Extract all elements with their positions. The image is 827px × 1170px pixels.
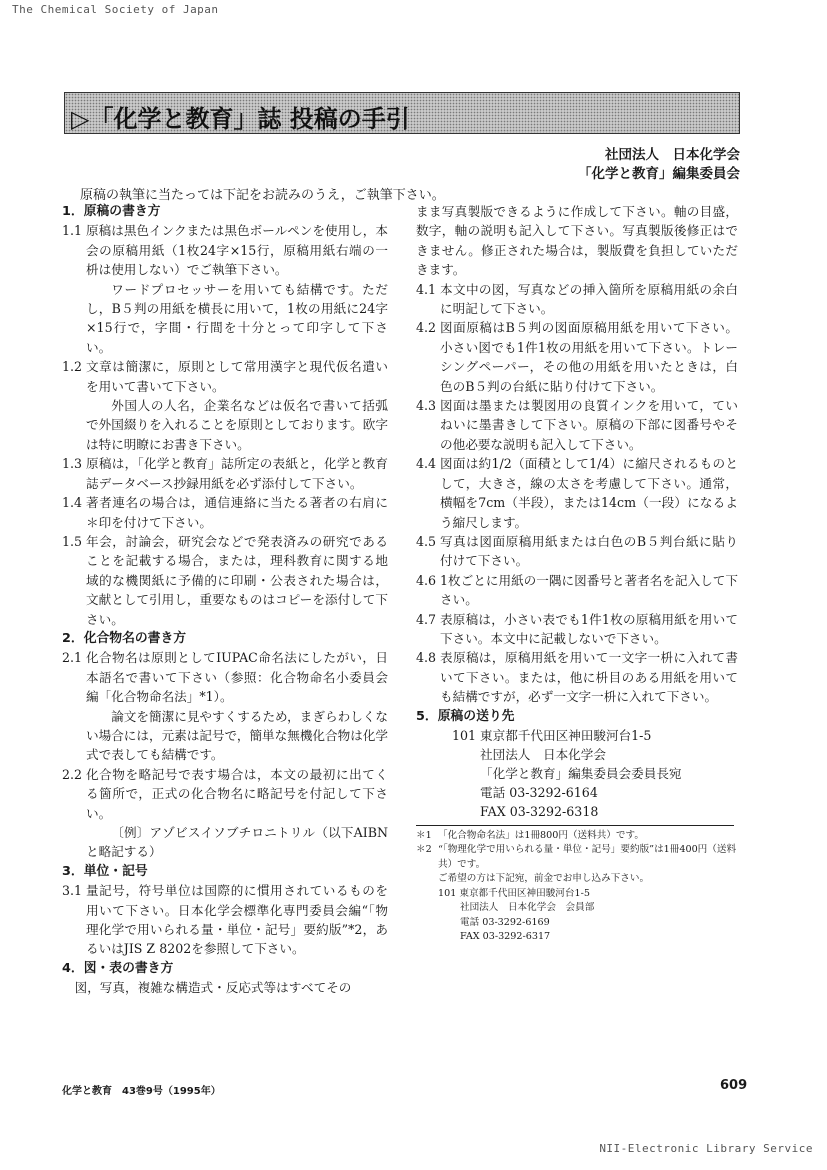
item-text: 化合物を略記号で表す場合は，本文の最初に出てくる箇所で，正式の化合物名に略記号を付記して下さい。	[86, 766, 388, 821]
item-1-1-paragraph: ワードプロセッサーを用いても結構です。ただし，B５判の用紙を横長に用いて，1枚の用紙に24字×15行で，字間・行間を十分とって印字して下さい。	[86, 281, 388, 355]
item-2-2-example: 〔例〕アゾビスイソブチロニトリル（以下AIBNと略記する）	[86, 825, 388, 860]
item-text: 表原稿は，原稿用紙を用いて一文字一枡に入れて書いて下さい。または，他に枡目のある用紙を用いても結構ですが，必ず一文字一枡に入れて下さい。	[440, 650, 738, 705]
address-line: 「化学と教育」編集委員会委員長宛	[480, 765, 682, 781]
item-4-7	[416, 610, 738, 649]
item-4-1	[416, 280, 738, 319]
item-text: 図面は約1/2（面積として1/4）に縮尺されるものとして，大きさ，線の太さを考慮して下さい。通常，横幅を7cm（半段），または14cm（一段）になるよう縮尺します。	[440, 456, 738, 530]
item-text: 原稿は，「化学と教育」誌所定の表紙と，化学と教育誌データベース抄録用紙を必ず添付して下さい。	[86, 456, 388, 491]
item-number: 1.5	[62, 533, 83, 549]
item-number: 4.7	[416, 611, 437, 627]
footnotes	[416, 829, 738, 945]
item-number: 2.2	[62, 766, 83, 782]
item-text: 1枚ごとに用紙の一隅に図番号と著者名を記入して下さい。	[440, 572, 738, 608]
item-1-5	[62, 532, 388, 629]
item-number: 1.3	[62, 456, 83, 472]
address-fax: FAX 03-3292-6318	[480, 803, 599, 819]
section-2-heading: 2．化合物名の書き方	[62, 630, 187, 646]
right-column	[416, 202, 738, 945]
publisher-society: 社団法人 日本化学会	[605, 147, 740, 163]
item-4-3	[416, 396, 738, 454]
footnote-address: 101 東京都千代田区神田駿河台1-5	[438, 887, 590, 899]
publisher-committee: 「化学と教育」編集委員会	[578, 166, 740, 182]
item-text: 年会，討論会，研究会などで発表済みの研究であることを記載する場合，または，理科教育に関する地域的な機関紙に予備的に印刷・公表された場合は，文献として引用し，重要なものはコピーを添付して下さい。	[86, 533, 388, 627]
item-text: 表原稿は，小さい表でも1件1枚の原稿用紙を用いて下さい。本文中に記載しないで下さい。	[440, 611, 738, 646]
item-number: 1.1	[62, 223, 83, 239]
item-3-1	[62, 881, 388, 959]
item-number: 4.6	[416, 572, 437, 588]
page-number: 609	[720, 1078, 748, 1093]
footnote-fax: FAX 03-3292-6317	[460, 931, 551, 943]
footnote-mark: ＊1	[416, 829, 432, 841]
section-1-heading: 1．原稿の書き方	[62, 204, 161, 219]
title-banner	[64, 92, 740, 134]
footnote-1	[416, 829, 738, 844]
item-2-1-paragraph: 論文を簡潔に見やすくするため，まぎらわしくない場合には，元素は記号で，簡単な無機化合物は化学式で表しても結構です。	[86, 708, 388, 763]
submission-address	[416, 726, 738, 821]
society-header: The Chemical Society of Japan	[12, 3, 219, 16]
section-4-intro: 図，写真，複雑な構造式・反応式等はすべてその	[74, 980, 352, 996]
item-text: 写真は図面原稿用紙または白色のB５判台紙に貼り付けて下さい。	[440, 533, 738, 569]
item-1-2-paragraph: 外国人の人名，企業名などは仮名で書いて括弧で外国綴りを入れることを原則としております。欧字は特に明瞭にお書き下さい。	[86, 398, 388, 452]
item-number: 2.1	[62, 650, 83, 666]
item-1-4	[62, 493, 388, 532]
address-line: 101 東京都千代田区神田駿河台1-5	[452, 727, 652, 743]
section-4-intro-continued: まま写真製版できるように作成して下さい。軸の目盛，数字，軸の説明も記入して下さい。写真製版後修正はできません。修正された場合は，製版費を負担していただきます。	[416, 204, 738, 278]
footnote-order-info: ご希望の方は下記宛，前金でお申し込み下さい。	[438, 873, 650, 885]
item-4-2	[416, 318, 738, 396]
publisher-block	[578, 146, 740, 184]
item-4-4	[416, 454, 738, 532]
item-4-8	[416, 648, 738, 706]
item-number: 3.1	[62, 883, 83, 899]
footnote-phone: 電話 03-3292-6169	[460, 916, 550, 928]
item-1-3	[62, 454, 388, 493]
item-text: 量記号，符号単位は国際的に慣用されているものを用いて下さい。日本化学会標準化専門委員会編“「物理化学で用いられる量・単位・記号」要約版”*2，あるいはJIS Z 8202を参照して下さい。	[86, 883, 388, 957]
footnote-text: 「化合物命名法」は1冊800円（送料共）です。	[438, 829, 644, 841]
footnote-address: 社団法人 日本化学会 会員部	[460, 902, 595, 914]
footnote-text: “「物理化学で用いられる量・単位・記号」要約版”は1冊400円（送料共）です。	[438, 844, 737, 870]
item-2-2	[62, 765, 388, 823]
item-text: 本文中の図，写真などの挿入箇所を原稿用紙の余白に明記して下さい。	[440, 281, 738, 317]
item-number: 4.3	[416, 398, 437, 414]
item-number: 4.8	[416, 650, 437, 666]
item-number: 4.2	[416, 320, 437, 336]
service-footer: NII-Electronic Library Service	[599, 1142, 813, 1155]
item-text: 化合物名は原則としてIUPAC命名法にしたがい，日本語名で書いて下さい（参照：化合物命名小委員会編「化合物命名法」*1）。	[86, 650, 388, 705]
page-title: ▷「化学と教育」誌 投稿の手引	[71, 105, 410, 133]
item-text: 図面は墨または製図用の良質インクを用いて，ていねいに墨書きして下さい。原稿の下部に図番号やその他必要な説明も記入して下さい。	[440, 398, 738, 452]
item-4-5	[416, 532, 738, 571]
address-line: 社団法人 日本化学会	[480, 746, 606, 762]
journal-citation: 化学と教育 43巻9号（1995年）	[62, 1086, 221, 1097]
left-column	[62, 202, 388, 998]
item-text: 文章は簡潔に，原則として常用漢字と現代仮名遣いを用いて書いて下さい。	[86, 359, 388, 394]
item-number: 1.2	[62, 359, 83, 375]
item-number: 4.4	[416, 456, 437, 472]
section-3-heading: 3．単位・記号	[62, 863, 148, 879]
item-1-2	[62, 357, 388, 396]
footnote-mark: ＊2	[416, 844, 432, 856]
item-2-1	[62, 648, 388, 706]
address-phone: 電話 03-3292-6164	[480, 784, 598, 800]
intro-text: 原稿の執筆に当たっては下記をお読みのうえ，ご執筆下さい。	[80, 188, 445, 203]
item-text: 原稿は黒色インクまたは黒色ボールペンを使用し，本会の原稿用紙（1枚24字×15行，原稿用紙右端の一枡は使用しない）でご執筆下さい。	[86, 223, 388, 278]
section-5-heading: 5．原稿の送り先	[416, 708, 515, 724]
item-number: 4.5	[416, 533, 437, 549]
item-text: 図面原稿はB５判の図面原稿用紙を用いて下さい。小さい図でも1件1枚の用紙を用いて下さい。トレーシングペーパー，その他の用紙を用いたときは，白色のB５判の台紙に貼り付けて下さい。	[440, 320, 738, 394]
item-text: 著者連名の場合は，通信連絡に当たる著者の右肩に＊印を付けて下さい。	[86, 495, 388, 530]
footnote-2	[416, 843, 738, 872]
footnote-divider	[416, 825, 734, 826]
item-number: 1.4	[62, 495, 83, 511]
item-1-1	[62, 221, 388, 279]
item-number: 4.1	[416, 281, 437, 297]
section-4-heading: 4．図・表の書き方	[62, 960, 174, 976]
item-4-6	[416, 571, 738, 610]
